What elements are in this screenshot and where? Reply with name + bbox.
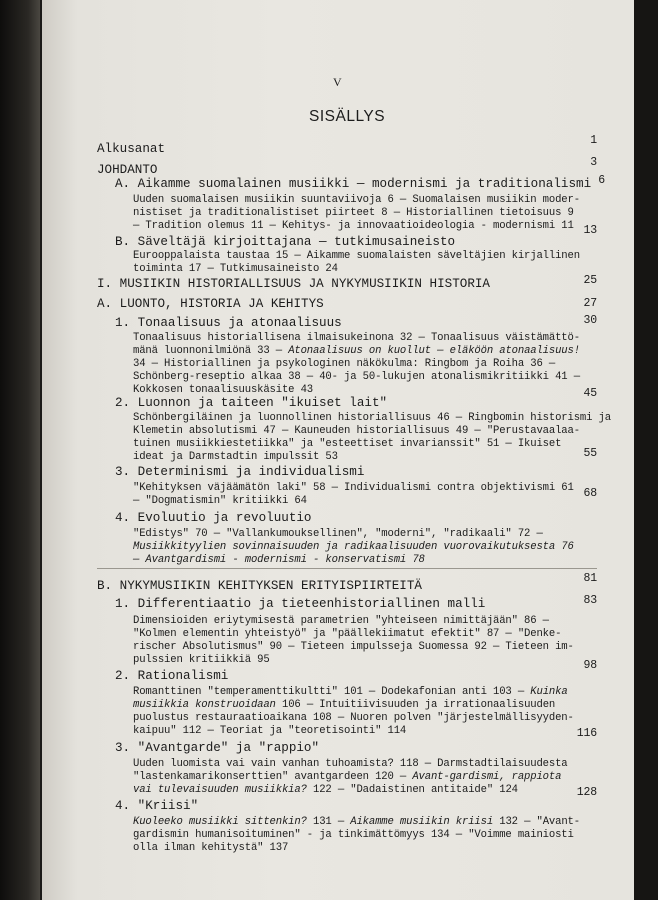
toc-subline: Romanttinen "temperamenttikultti" 101 — Dodekafonian anti 103 — Kuinka [133,686,568,698]
toc-heading: 1. Tonaalisuus ja atonaalisuus [115,316,342,330]
toc-subline: "Kolmen elementin yhteistyö" ja "päällekiimatut efektit" 87 — "Denke- [133,628,562,640]
page-number: 25 [583,274,597,287]
toc-subline: puolustus restauraatioaikana 108 — Nuoren polven "järjestelmällisyyden- [133,712,574,724]
book-page [42,0,634,900]
page-number: 81 [583,572,597,585]
toc-subline: "Edistys" 70 — "Vallankumouksellinen", "moderni", "radikaali" 72 — [133,528,543,540]
toc-subline: Klemetin absolutismi 47 — Kauneuden historiallisuus 49 — "Perustavaalaa- [133,425,580,437]
toc-heading: A. Aikamme suomalainen musiikki — modernismi ja traditionalismi [115,177,592,191]
toc-subline: — Tradition olemus 11 — Kehitys- ja innovaatioideologia - modernismi 11 [133,220,574,232]
toc-subline: tuinen musiikkiestetiikka" ja "esteettiset invarianssit" 51 — Ikuiset [133,438,562,450]
page-number: 83 [583,594,597,607]
toc-subline: mänä luonnonilmiönä 33 — Atonaalisuus on kuollut — eläköön atonaalisuus! [133,345,580,357]
page-number: 1 [590,134,597,147]
toc-subline: — Avantgardismi - modernismi - konservatismi 78 [133,554,425,566]
toc-subline: Eurooppalaista taustaa 15 — Aikamme suomalaisten säveltäjien kirjallinen [133,250,580,262]
toc-heading: 4. Evoluutio ja revoluutio [115,511,312,525]
toc-subline: Schönbergiläinen ja luonnollinen historiallisuus 46 — Ringbomin historismi ja [133,412,611,424]
page-number: 116 [576,727,597,740]
toc-subline: Tonaalisuus historiallisena ilmaisukeinona 32 — Tonaalisuus väistämättö- [133,332,580,344]
toc-heading: 2. Luonnon ja taiteen "ikuiset lait" [115,396,388,410]
toc-subline: "lastenkamarikonserttien" avantgardeen 120 — Avant-gardismi, rappiota [133,771,562,783]
toc-heading: B. Säveltäjä kirjoittajana — tutkimusaineisto [115,235,456,249]
toc-subline: Musiikkityylien sovinnaisuuden ja radikaalisuuden vuorovaikutuksesta 76 [133,541,574,553]
page-number: 30 [583,314,597,327]
page-number: 128 [576,786,597,799]
toc-part-heading: I. MUSIIKIN HISTORIALLISUUS JA NYKYMUSIIKIN HISTORIA [97,277,490,291]
toc-subline: 34 — Historiallinen ja psykologinen näkökulma: Ringbom ja Roiha 36 — [133,358,556,370]
toc-entry-johdanto: JOHDANTO [97,163,158,177]
page-number: 27 [583,297,597,310]
toc-heading: 3. "Avantgarde" ja "rappio" [115,741,320,755]
toc-subline: toiminta 17 — Tutkimusaineisto 24 [133,263,338,275]
page-number: 68 [583,487,597,500]
toc-subline: gardismin humanisoituminen" - ja tinkimättömyys 134 — "Voimme mainiosti [133,829,574,841]
toc-subline: kaipuu" 112 — Teoriat ja "teoretisointi" 114 [133,725,407,737]
page-number: 98 [583,659,597,672]
toc-section-heading: B. NYKYMUSIIKIN KEHITYKSEN ERITYISPIIRTEITÄ [97,579,422,593]
toc-subline: rischer Absolutismus" 90 — Tieteen impulsseja Suomessa 92 — Tieteen im- [133,641,574,653]
section-divider [97,568,597,569]
page-number: 6 [598,174,605,187]
toc-section-heading: A. LUONTO, HISTORIA JA KEHITYS [97,297,324,311]
page-number: 13 [583,224,597,237]
toc-subline: Uuden luomista vai vain vanhan tuhoamista? 118 — Darmstadtilaisuudesta [133,758,568,770]
toc-entry-alkusanat: Alkusanat [97,142,166,156]
toc-heading: 2. Rationalismi [115,669,229,683]
toc-heading: 1. Differentiaatio ja tieteenhistoriallinen malli [115,597,486,611]
toc-subline: Kokkosen tonaalisuuskäsite 43 [133,384,314,396]
toc-heading: 4. "Kriisi" [115,799,199,813]
toc-subline: Schönberg-reseptio alkaa 38 — 40- ja 50-lukujen atonalismikritiikki 41 — [133,371,580,383]
roman-page-number: V [333,75,342,89]
background-edge [634,0,658,900]
toc-subline: musiikkia konstruoidaan 106 — Intuitiivisuuden ja irrationaalisuuden [133,699,556,711]
page-title: SISÄLLYS [309,108,386,125]
page-number: 45 [583,387,597,400]
toc-subline: Kuoleeko musiikki sittenkin? 131 — Aikamme musiikin kriisi 132 — "Avant- [133,816,580,828]
book-spine [0,0,40,900]
toc-subline: vai tulevaisuuden musiikkia? 122 — "Dadaistinen antitaide" 124 [133,784,518,796]
toc-heading: 3. Determinismi ja individualismi [115,465,365,479]
toc-subline: olla ilman kehitystä" 137 [133,842,289,854]
toc-subline: — "Dogmatismin" kritiikki 64 [133,495,307,507]
toc-subline: "Kehityksen väjäämätön laki" 58 — Individualismi contra objektivismi 61 [133,482,574,494]
toc-subline: nistiset ja traditionalistiset piirteet 8 — Historiallinen tietoisuus 9 [133,207,574,219]
page-number: 3 [590,156,597,169]
toc-subline: ideat ja Darmstadtin impulssit 53 [133,451,338,463]
page-number: 55 [583,447,597,460]
toc-subline: Uuden suomalaisen musiikin suuntaviivoja 6 — Suomalaisen musiikin moder- [133,194,580,206]
toc-subline: pulssien kritiikkiä 95 [133,654,270,666]
toc-subline: Dimensioiden eriytymisestä parametrien "yhteiseen nimittäjään" 86 — [133,615,549,627]
